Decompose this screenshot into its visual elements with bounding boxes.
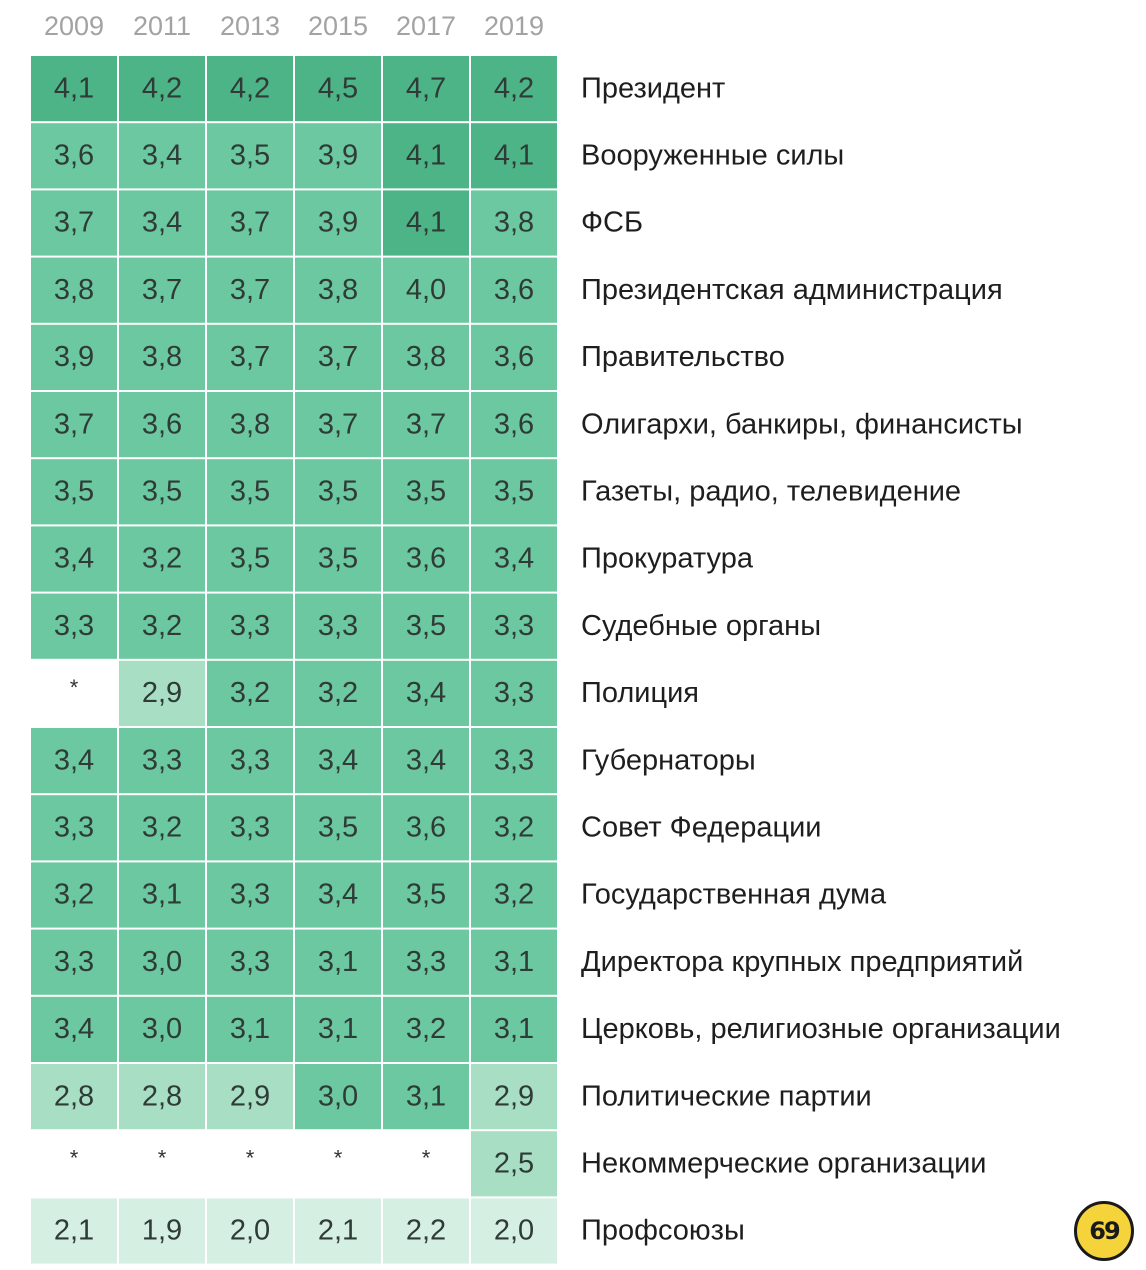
logo-text: 69 [1089, 1217, 1119, 1245]
year-label-2013: 2013 [219, 11, 281, 41]
cell-value-label: 1,9 [141, 1214, 183, 1247]
cell-value-label: 3,6 [53, 139, 95, 172]
cell-value-label: 3,5 [317, 811, 359, 844]
cell-value-label: 2,1 [53, 1214, 95, 1247]
row-label: Церковь, религиозные организации [581, 1013, 1061, 1046]
heatmap-cells [31, 56, 557, 1264]
cell-value-label: 4,1 [405, 139, 447, 172]
cell-value-label: 3,5 [493, 475, 535, 508]
cell-value-label: 3,3 [493, 744, 535, 777]
cell-value-label: 3,4 [405, 677, 447, 710]
cell-value-label: 3,2 [317, 677, 359, 710]
cell-value-label: 2,5 [493, 1147, 535, 1180]
cell-value-label: 3,5 [405, 475, 447, 508]
cell-value-label: 3,9 [317, 206, 359, 239]
row-label: Политические партии [581, 1080, 872, 1113]
cell-value-label: 3,1 [317, 1013, 359, 1046]
row-label: Газеты, радио, телевидение [581, 475, 962, 508]
cell-value-label: 3,5 [229, 475, 271, 508]
cell-value-label: 3,2 [141, 811, 183, 844]
cell-value-label: 3,3 [141, 744, 183, 777]
row-label: Олигархи, банкиры, финансисты [581, 408, 1023, 441]
cell-value-label: 3,5 [229, 542, 271, 575]
missing-data-marker: * [69, 675, 79, 701]
row-label: Полиция [581, 677, 699, 710]
missing-data-marker: * [69, 1145, 79, 1171]
cell-value-label: 3,6 [405, 811, 447, 844]
cell-value-label: 3,8 [141, 341, 183, 374]
cell-value-label: 4,7 [405, 72, 447, 105]
cell-value-label: 2,8 [53, 1080, 95, 1113]
row-label: Государственная дума [581, 878, 887, 911]
cell-value-label: 3,3 [53, 811, 95, 844]
row-label: Некоммерческие организации [581, 1147, 987, 1180]
cell-value-label: 3,0 [141, 945, 183, 978]
cell-value-label: 3,3 [317, 609, 359, 642]
cell-value-label: 3,7 [229, 273, 271, 306]
cell-value-label: 3,7 [229, 206, 271, 239]
cell-value-label: 2,0 [493, 1214, 535, 1247]
cell-value-label: 2,9 [229, 1080, 271, 1113]
row-label: Судебные органы [581, 609, 822, 642]
cell-value-label: 3,3 [493, 609, 535, 642]
cell-value-label: 3,3 [229, 811, 271, 844]
cell-value-label: 3,3 [229, 878, 271, 911]
cell-value-label: 3,1 [317, 945, 359, 978]
year-label-2019: 2019 [483, 11, 545, 41]
cell-value-label: 3,8 [229, 408, 271, 441]
cell-value-label: 4,1 [405, 206, 447, 239]
row-label: Профсоюзы [581, 1214, 745, 1247]
cell-value-label: 3,7 [317, 341, 359, 374]
cell-value-label: 3,4 [493, 542, 535, 575]
cell-value-label: 3,2 [229, 677, 271, 710]
cell-value-label: 3,2 [493, 811, 535, 844]
cell-value-label: 3,7 [53, 408, 95, 441]
channel-logo-badge [1074, 1201, 1134, 1261]
cell-value-label: 3,3 [229, 744, 271, 777]
cell-value-label: 2,8 [141, 1080, 183, 1113]
cell-value-label: 3,7 [141, 273, 183, 306]
row-label: Совет Федерации [581, 811, 822, 844]
year-labels [44, 11, 544, 41]
cell-value-label: 3,8 [405, 341, 447, 374]
row-label: Президентская администрация [581, 273, 1003, 306]
cell-value-label: 3,4 [317, 878, 359, 911]
cell-value-label: 4,1 [493, 139, 535, 172]
cell-value-label: 3,1 [229, 1013, 271, 1046]
cell-value-label: 4,2 [493, 72, 535, 105]
cell-value-label: 3,2 [493, 878, 535, 911]
cell-value-label: 3,4 [405, 744, 447, 777]
year-label-2009: 2009 [43, 11, 105, 41]
cell-value-label: 3,5 [229, 139, 271, 172]
row-label: Правительство [581, 341, 785, 374]
cell-value-label: 3,4 [141, 139, 183, 172]
cell-value-label: 2,0 [229, 1214, 271, 1247]
cell-value-label: 2,1 [317, 1214, 359, 1247]
cell-value-label: 3,9 [53, 341, 95, 374]
cell-value-label: 3,3 [493, 677, 535, 710]
cell-value-label: 3,5 [317, 542, 359, 575]
row-label: Президент [581, 72, 726, 105]
cell-value-label: 3,2 [405, 1013, 447, 1046]
cell-value-label: 3,6 [493, 273, 535, 306]
missing-data-marker: * [421, 1145, 431, 1171]
cell-value-label: 3,9 [317, 139, 359, 172]
cell-value-label: 2,2 [405, 1214, 447, 1247]
cell-value-label: 3,3 [229, 945, 271, 978]
cell-value-label: 4,2 [229, 72, 271, 105]
cell-value-label: 3,8 [317, 273, 359, 306]
row-label: Прокуратура [581, 542, 753, 575]
cell-value-label: 3,4 [317, 744, 359, 777]
cell-value-label: 2,9 [141, 677, 183, 710]
cell-value-label: 3,8 [53, 273, 95, 306]
row-label: Директора крупных предприятий [581, 945, 1024, 978]
cell-value-label: 3,6 [141, 408, 183, 441]
year-label-2015: 2015 [307, 11, 369, 41]
cell-value-label: 3,3 [229, 609, 271, 642]
cell-value-label: 3,1 [141, 878, 183, 911]
cell-value-label: 3,3 [405, 945, 447, 978]
cell-value-label: 4,0 [405, 273, 447, 306]
cell-value-label: 3,3 [53, 609, 95, 642]
cell-value-label: 3,4 [141, 206, 183, 239]
cell-value-label: 3,4 [53, 1013, 95, 1046]
cell-value-label: 3,0 [141, 1013, 183, 1046]
year-label-2017: 2017 [395, 11, 457, 41]
cell-value-label: 3,2 [141, 542, 183, 575]
row-labels [581, 72, 1061, 1246]
cell-value-label: 3,7 [317, 408, 359, 441]
cell-value-label: 3,8 [493, 206, 535, 239]
cell-value-label: 3,6 [493, 408, 535, 441]
cell-value-label: 4,5 [317, 72, 359, 105]
cell-value-label: 3,7 [229, 341, 271, 374]
cell-value-label: 3,4 [53, 744, 95, 777]
cell-value-label: 3,4 [53, 542, 95, 575]
year-label-2011: 2011 [132, 11, 192, 41]
row-label: Губернаторы [581, 744, 756, 777]
cell-value-label: 3,2 [141, 609, 183, 642]
cell-value-label: 3,1 [493, 945, 535, 978]
cell-value-label: 3,3 [53, 945, 95, 978]
cell-value-label: 3,5 [141, 475, 183, 508]
missing-data-marker: * [245, 1145, 255, 1171]
cell-value-label: 3,7 [405, 408, 447, 441]
cell-value-label: 3,5 [53, 475, 95, 508]
cell-value-label: 4,1 [53, 72, 95, 105]
cell-value-label: 3,5 [317, 475, 359, 508]
cell-value-label: 3,6 [493, 341, 535, 374]
cell-value-label: 3,5 [405, 609, 447, 642]
cell-value-label: 2,9 [493, 1080, 535, 1113]
cell-value-label: 3,6 [405, 542, 447, 575]
cell-value-label: 3,2 [53, 878, 95, 911]
cell-value-label: 3,0 [317, 1080, 359, 1113]
missing-data-marker: * [333, 1145, 343, 1171]
cell-value-label: 3,7 [53, 206, 95, 239]
cell-value-label: 4,2 [141, 72, 183, 105]
row-label: Вооруженные силы [581, 139, 845, 172]
row-label: ФСБ [581, 206, 644, 239]
missing-data-marker: * [157, 1145, 167, 1171]
cell-value-label: 3,1 [493, 1013, 535, 1046]
cell-value-label: 3,5 [405, 878, 447, 911]
cell-value-label: 3,1 [405, 1080, 447, 1113]
